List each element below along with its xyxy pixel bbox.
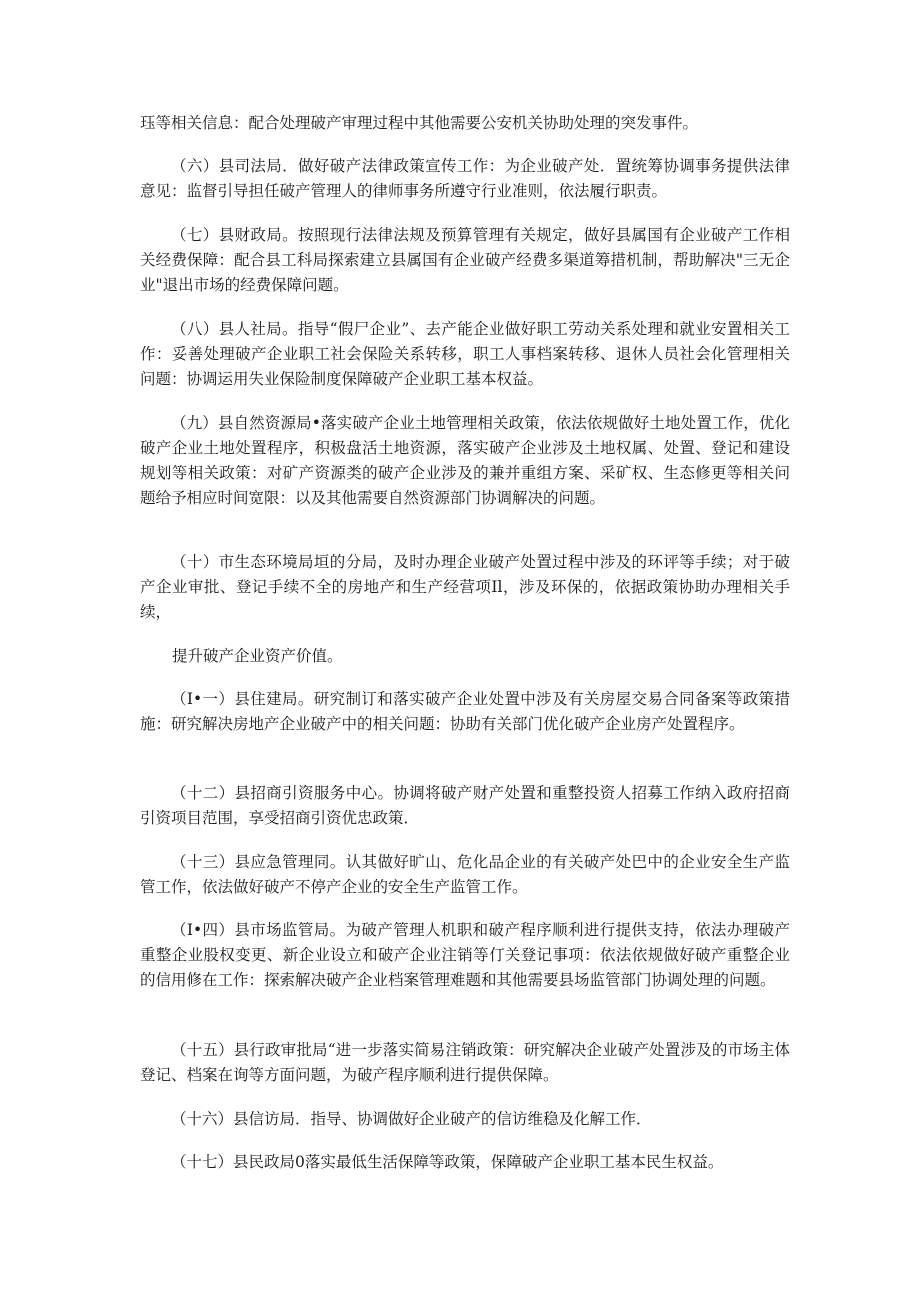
- paragraph-asset-value: 提升破产企业资产价值。: [172, 647, 343, 665]
- paragraph-natural-resources-bureau: （九）县自然资源局•落实破产企业土地管理相关政策，依法依规做好土地处置工作，优化破产企业土地处置程序，积极盘活土地资源，落实破产企业涉及土地权属、处置、登记和建设规划等相关政策：对矿产资源类的破产企业涉及的兼并重组方案、采矿权、生态修更等相关问题给予相应时间宽限：以及其他需要自然资源部门协调解决的问题。: [140, 414, 790, 507]
- paragraph-emergency-management: （十三）县应急管理同。认其做好旷山、危化品企业的有关破产处巴中的企业安全生产监管工作，依法做好破产不停产企业的安全生产监管工作。: [140, 853, 790, 896]
- paragraph-civil-affairs-bureau: （十七）县民政局0落实最低生活保障等政策，保障破产企业职工基本民生权益。: [171, 1153, 724, 1171]
- paragraph-public-security-continued: 珏等相关信息：配合处理破产审理过程中其他需要公安机关协助处理的突发事件。: [140, 114, 699, 132]
- paragraph-market-supervision: （I•四）县市场监管局。为破产管理人机职和破产程序顺利进行提供支持，依法办理破产重整企业股权变更、新企业设立和破产企业注销等仃关登记事项：依法依规做好破产重整企业的信用修在工作：探索解决破产企业档案管理难题和其他需要县场监管部门协调处理的问题。: [140, 921, 790, 989]
- paragraph-finance-bureau: （七）县财政局。按照现行法律法规及预算管理有关规定，做好县属国有企业破产工作相关经费保障：配合县工科局探索建立县属国有企业破产经费多渠道筹措机制，帮助解决"三无企业"退出市场的经费保障问题。: [140, 226, 790, 294]
- paragraph-judicial-bureau: （六）县司法局．做好破产法律政策宣传工作：为企业破产处．置统筹协调事务提供法律意见：监督引导担任破产管理人的律师事务所遵守行业准则，依法履行职责。: [140, 157, 790, 200]
- paragraph-housing-construction: （I•一）县住建局。研究制订和落实破产企业处置中涉及有关房屋交易合同备案等政策措施：研究解决房地产企业破产中的相关问题：协助有关部门优化破产企业房产处置程序。: [140, 690, 790, 733]
- paragraph-petition-bureau: （十六）县信访局．指导、协调做好企业破产的信访维稳及化解工作．: [171, 1110, 652, 1128]
- paragraph-investment-promotion: （十二）县招商引资服务中心。协调将破产财产处置和重整投资人招募工作纳入政府招商引资项目范围，享受招商引资优忠政策．: [140, 784, 790, 827]
- paragraph-ecology-environment: （十）市生态环境局垣的分局，及时办理企业破产处置过程中涉及的环评等手续；对于破产企业审批、登记手续不全的房地产和生产经营项Il，涉及环保的，依据政策协助办理相关手续，: [140, 553, 790, 621]
- paragraph-human-resources-bureau: （八）县人社局。指导“假尸企业”、去产能企业做好职工劳动关系处理和就业安置相关工作：妥善处理破产企业职工社会保险关系转移，职工人事档案转移、退休人员社会化管理相关问题：协调运用失业保险制度保障破产企业职工基本权益。: [140, 320, 790, 388]
- paragraph-administrative-approval: （十五）县行政审批局“进一步落实简易注销政策：研究解决企业破产处置涉及的市场主体登记、档案在询等方面问题，为破产程序顺利进行提供保障。: [140, 1041, 790, 1084]
